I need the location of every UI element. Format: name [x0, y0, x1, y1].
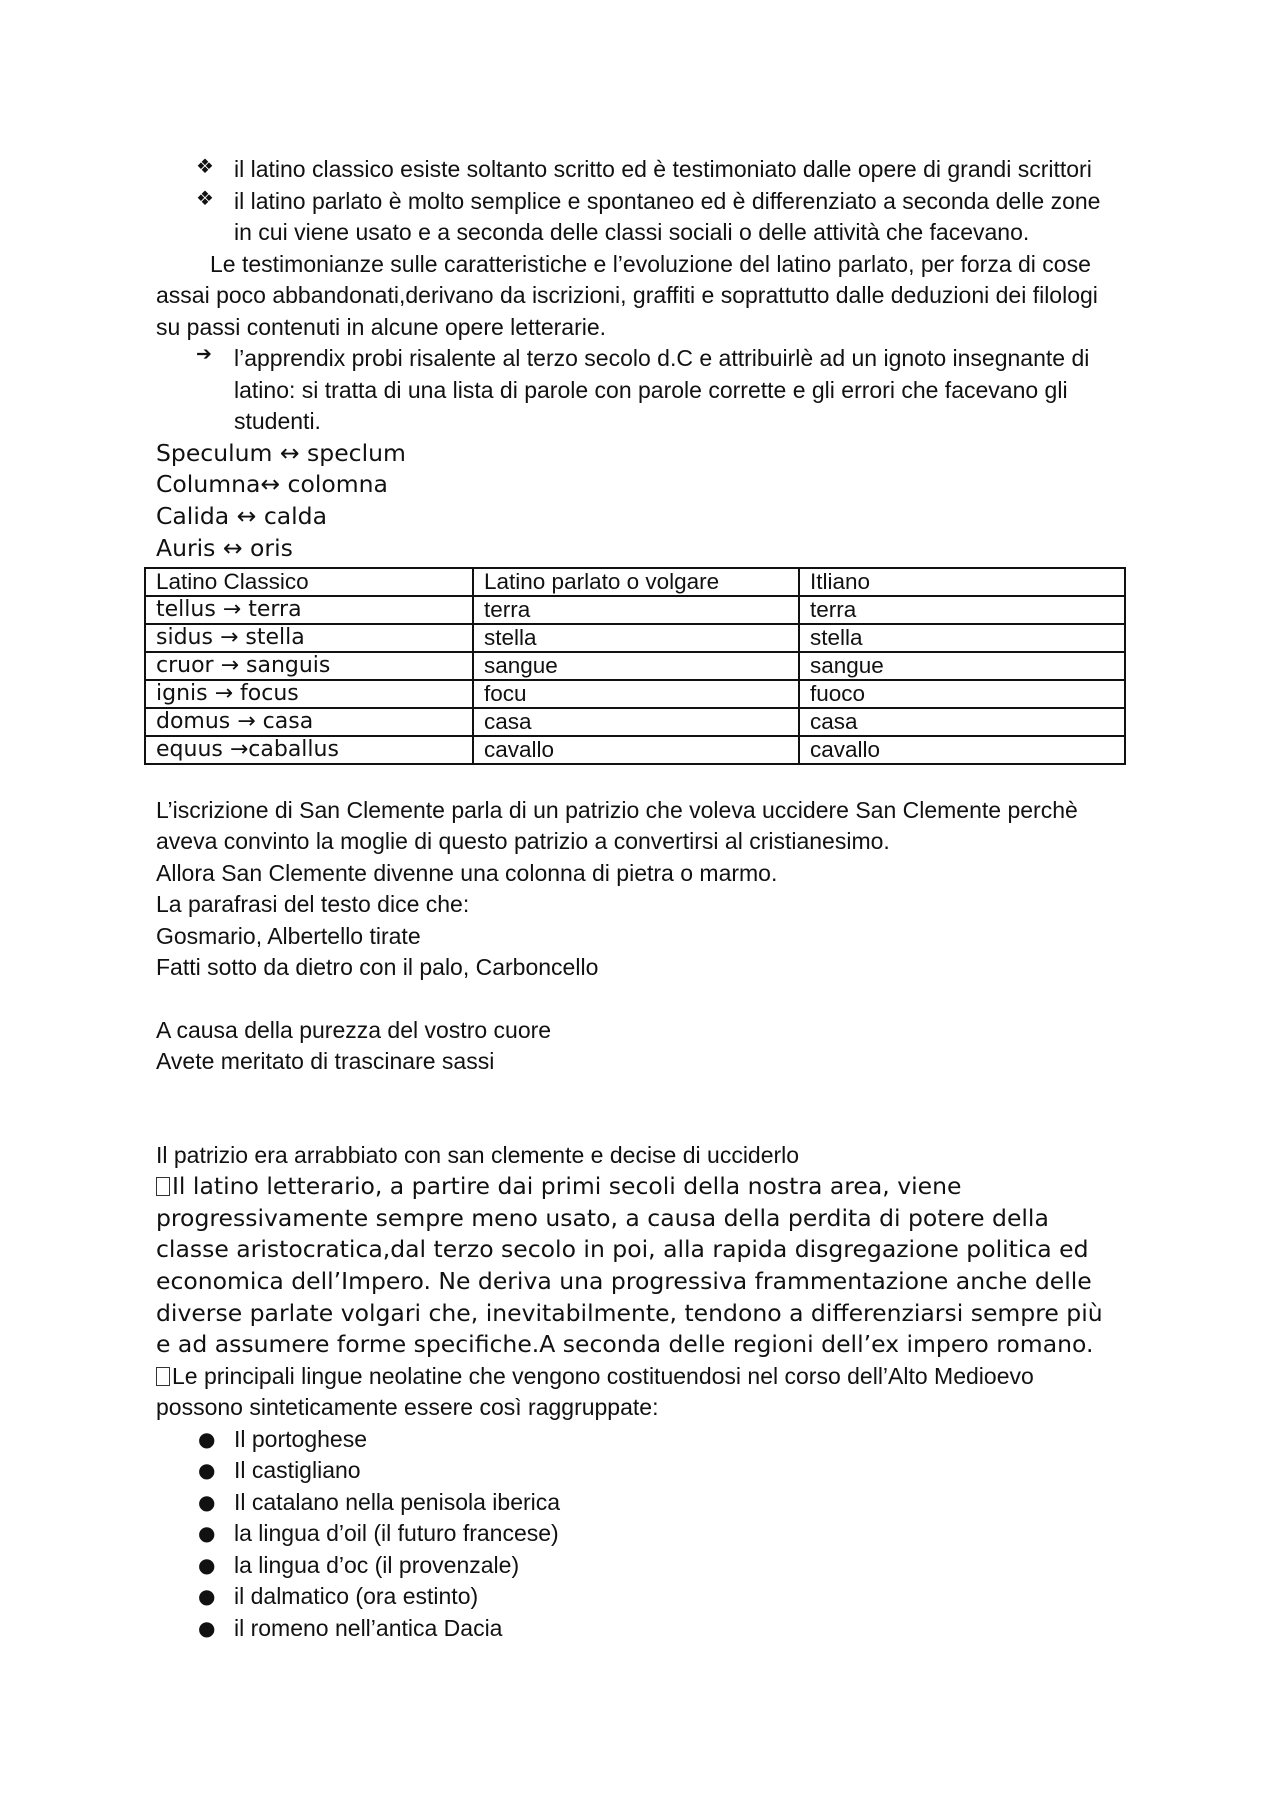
table-row — [145, 652, 1125, 680]
table-cell: cavallo — [473, 736, 799, 764]
paragraph-line: economica dell’Impero. Ne deriva una progressiva frammentazione anche delle — [156, 1266, 1092, 1295]
paragraph-line: e ad assumere forme specifiche.A seconda delle regioni dell’ex impero romano. — [156, 1330, 1094, 1359]
paragraph-line: progressivamente sempre meno usato, a causa della perdita di potere della — [156, 1203, 1049, 1232]
list-item — [156, 1518, 1136, 1550]
list-item-text: la lingua d’oc (il provenzale) — [234, 1551, 520, 1578]
diamond-bullet-icon: ❖ — [196, 185, 214, 210]
document-page — [156, 154, 1136, 1644]
paragraph-testimonianze — [156, 249, 1136, 344]
paragraph-line: Allora San Clemente divenne una colonna di pietra o marmo. — [156, 859, 778, 886]
dot-bullet-icon: ● — [198, 1521, 216, 1546]
table-cell: sangue — [473, 652, 799, 680]
table-cell: cavallo — [799, 736, 1125, 764]
list-item — [156, 1613, 1136, 1645]
list-item — [156, 1424, 1136, 1456]
table-header-cell: Latino Classico — [145, 568, 473, 596]
top-bullet-list — [156, 154, 1136, 249]
arrow-bullet-icon: ➔ — [196, 343, 212, 365]
paragraph-line — [156, 1361, 1136, 1393]
list-item-text: il dalmatico (ora estinto) — [234, 1583, 479, 1610]
bullet-text: il latino classico esiste soltanto scritto ed è testimoniato dalle opere di grandi scrittori — [234, 156, 1092, 182]
table-cell: sidus → stella — [145, 624, 473, 652]
paragraph-line: A causa della purezza del vostro cuore — [156, 1016, 552, 1043]
table-cell: tellus → terra — [145, 596, 473, 624]
bullet-text: l’apprendix probi risalente al terzo secolo d.C e attribuirlè ad un ignoto insegnante di — [234, 345, 1090, 371]
paragraph-line: Avete meritato di trascinare sassi — [156, 1048, 495, 1075]
list-item — [156, 1550, 1136, 1582]
lingue-list — [156, 1424, 1136, 1645]
table-cell: cruor → sanguis — [145, 652, 473, 680]
table-header-cell: Itliano — [799, 568, 1125, 596]
latin-table — [144, 567, 1126, 765]
paragraph-line-text: Il latino letterario, a partire dai primi secoli della nostra area, viene — [172, 1172, 962, 1201]
paragraph-san-clemente — [156, 795, 1136, 984]
paragraph-line: possono sinteticamente essere così raggruppate: — [156, 1394, 659, 1421]
table-cell: terra — [473, 596, 799, 624]
arrow-list-item — [156, 343, 1136, 438]
list-item-text: Il catalano nella penisola iberica — [234, 1488, 561, 1515]
dot-bullet-icon: ● — [198, 1489, 216, 1514]
word-pair: Calida ↔ calda — [156, 502, 327, 531]
table-cell: stella — [473, 624, 799, 652]
dot-bullet-icon: ● — [198, 1584, 216, 1609]
list-item-text: Il castigliano — [234, 1457, 361, 1484]
list-item — [156, 1455, 1136, 1487]
paragraph-line: aveva convinto la moglie di questo patrizio a convertirsi al cristianesimo. — [156, 828, 890, 855]
missing-glyph-icon — [156, 1367, 170, 1386]
paragraph-latino-letterario — [156, 1171, 1136, 1361]
paragraph-line-text: Le principali lingue neolatine che vengono costituendosi nel corso dell’Alto Medioevo — [172, 1362, 1034, 1389]
bullet-text: studenti. — [234, 408, 321, 434]
list-item — [156, 1487, 1136, 1519]
table-cell: terra — [799, 596, 1125, 624]
table-row — [145, 596, 1125, 624]
list-item-text: la lingua d’oil (il futuro francese) — [234, 1520, 559, 1547]
table-cell: sangue — [799, 652, 1125, 680]
table-header-cell: Latino parlato o volgare — [473, 568, 799, 596]
paragraph-lingue-intro — [156, 1361, 1136, 1424]
paragraph-line: diverse parlate volgari che, inevitabilmente, tendono a differenziarsi sempre più — [156, 1298, 1103, 1327]
dot-bullet-icon: ● — [198, 1552, 216, 1577]
table-cell: stella — [799, 624, 1125, 652]
table-cell: domus → casa — [145, 708, 473, 736]
word-pair: Columna↔ colomna — [156, 470, 388, 499]
list-item — [156, 186, 1136, 249]
paragraph-verse — [156, 1015, 1136, 1078]
table-cell: fuoco — [799, 680, 1125, 708]
table-cell: equus →caballus — [145, 736, 473, 764]
paragraph-line: L’iscrizione di San Clemente parla di un patrizio che voleva uccidere San Clemente perchè — [156, 796, 1078, 823]
table-row — [145, 680, 1125, 708]
dot-bullet-icon: ● — [198, 1426, 216, 1451]
paragraph-line: classe aristocratica,dal terzo secolo in poi, alla rapida disgregazione politica ed — [156, 1235, 1089, 1264]
table-cell: casa — [473, 708, 799, 736]
list-item-text: Il portoghese — [234, 1425, 367, 1452]
table-cell: casa — [799, 708, 1125, 736]
paragraph-line: assai poco abbandonati,derivano da iscrizioni, graffiti e soprattutto dalle deduzioni dei filologi — [156, 282, 1098, 308]
dot-bullet-icon: ● — [198, 1615, 216, 1640]
missing-glyph-icon — [156, 1177, 170, 1196]
paragraph-line: Le testimonianze sulle caratteristiche e l’evoluzione del latino parlato, per forza di cose — [210, 250, 1091, 277]
list-item-text: il romeno nell’antica Dacia — [234, 1614, 503, 1641]
bullet-text: latino: si tratta di una lista di parole con parole corrette e gli errori che facevano gli — [234, 376, 1068, 403]
word-pair: Speculum ↔ speclum — [156, 438, 406, 467]
table-cell: ignis → focus — [145, 680, 473, 708]
dot-bullet-icon: ● — [198, 1458, 216, 1483]
table-row — [145, 708, 1125, 736]
table-header-row — [145, 568, 1125, 596]
table-cell: focu — [473, 680, 799, 708]
table-row — [145, 624, 1125, 652]
paragraph-line: Gosmario, Albertello tirate — [156, 922, 421, 949]
paragraph-line: La parafrasi del testo dice che: — [156, 891, 470, 918]
bullet-text: il latino parlato è molto semplice e spontaneo ed è differenziato a seconda delle zone — [234, 187, 1101, 214]
word-pair: Auris ↔ oris — [156, 533, 293, 562]
paragraph-patrizio: Il patrizio era arrabbiato con san clemente e decise di ucciderlo — [156, 1141, 800, 1168]
table-row — [145, 736, 1125, 764]
paragraph-line: Fatti sotto da dietro con il palo, Carboncello — [156, 954, 599, 981]
list-item — [156, 1581, 1136, 1613]
paragraph-line — [156, 1171, 1136, 1203]
paragraph-line: su passi contenuti in alcune opere letterarie. — [156, 313, 607, 340]
list-item — [156, 154, 1136, 186]
bullet-text: in cui viene usato e a seconda delle classi sociali o delle attività che facevano. — [234, 219, 1030, 245]
word-pairs — [156, 438, 1136, 565]
diamond-bullet-icon: ❖ — [196, 154, 214, 178]
